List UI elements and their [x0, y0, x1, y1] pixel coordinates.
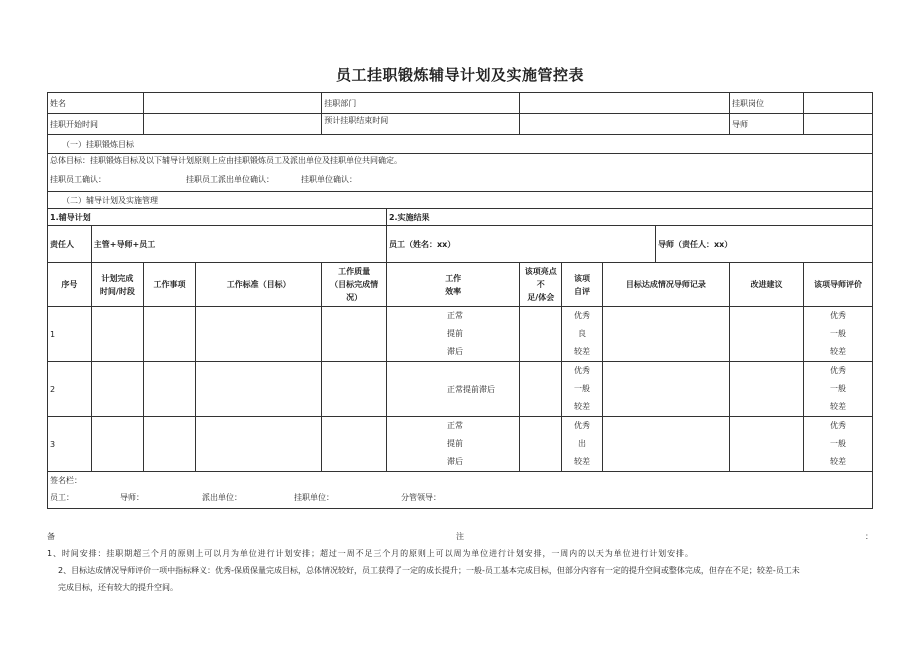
- impl-label: 2.实施结果: [386, 209, 872, 226]
- page-title: 员工挂职锻炼辅导计划及实施管控表: [335, 66, 584, 84]
- confirm-staff: 挂职员工确认：: [50, 175, 106, 184]
- col-item: 工作事项: [143, 263, 195, 307]
- col-self-eval: 该项 自评: [562, 263, 603, 307]
- col-mentor-eval: 该项导师评价: [804, 263, 873, 307]
- signature-block: [48, 472, 873, 509]
- row-seq: 3: [48, 417, 92, 472]
- col-highlight: 该项亮点不 足/体会: [520, 263, 562, 307]
- mentor-eval-options[interactable]: 优秀 一般 较差: [804, 417, 873, 472]
- row-seq: 1: [48, 307, 92, 362]
- end-label: 预计挂职结束时间: [322, 114, 520, 135]
- name-field[interactable]: [143, 93, 321, 114]
- mentor-eval-options[interactable]: 优秀 一般 较差: [804, 362, 873, 417]
- col-efficiency: 工作 效率: [386, 263, 519, 307]
- note-1: 1、时间安排：挂职期超三个月的原则上可以月为单位进行计划安排；超过一周不足三个月的原则上可以周为单位进行计划安排，一周内的以天为单位进行计划安排。: [47, 549, 694, 558]
- col-plan-time: 计划完成 时间/时段: [91, 263, 143, 307]
- self-eval-options[interactable]: 优秀 良 较差: [562, 307, 603, 362]
- section1-heading: （一）挂职锻炼目标: [48, 135, 873, 154]
- col-record: 目标达成情况导师记录: [602, 263, 729, 307]
- table-row: [48, 362, 873, 417]
- mentor-field[interactable]: [804, 114, 873, 135]
- efficiency-options[interactable]: 正常提前滞后: [386, 362, 519, 417]
- sign-mentor[interactable]: 导师：: [120, 493, 144, 502]
- responsible-value: 主管+导师+员工: [91, 226, 386, 263]
- sign-dispatch[interactable]: 派出单位：: [202, 493, 242, 502]
- confirm-host: 挂职单位确认：: [301, 175, 357, 184]
- sign-host[interactable]: 挂职单位：: [294, 493, 334, 502]
- section1-body: [48, 154, 873, 192]
- confirm-dispatch: 挂职员工派出单位确认：: [186, 175, 274, 184]
- signature-heading: 签名栏：: [50, 476, 82, 485]
- note-2: 2、目标达成情况导师评价一项中指标释义：优秀-保质保量完成目标，总体情况较好，员工获得了一定的成长提升；一般-员工基本完成目标，但部分内容有一定的提升空间或整体完成，但存在不足；较差-员工未: [58, 566, 800, 575]
- row-seq: 2: [48, 362, 92, 417]
- end-field[interactable]: [520, 114, 730, 135]
- mentor-eval-options[interactable]: 优秀 一般 较差: [804, 307, 873, 362]
- note-3: 完成目标，还有较大的提升空间。: [58, 583, 178, 592]
- efficiency-options[interactable]: 正常 提前 滞后: [386, 417, 519, 472]
- start-label: 挂职开始时间: [48, 114, 144, 135]
- table-row: [48, 417, 873, 472]
- self-eval-options[interactable]: 优秀 出 较差: [562, 417, 603, 472]
- name-label: 姓名: [48, 93, 144, 114]
- overall-goal: 总体目标：挂职锻炼目标及以下辅导计划原则上应由挂职锻炼员工及派出单位及挂职单位共同确定。: [50, 156, 402, 165]
- mentor-resp-label: 导师（责任人：xx）: [655, 226, 872, 263]
- section2-heading: （二）辅导计划及实施管理: [48, 192, 873, 209]
- post-field[interactable]: [804, 93, 873, 114]
- employee-label: 员工（姓名：xx）: [386, 226, 655, 263]
- col-standard: 工作标准（目标）: [196, 263, 322, 307]
- plan-label: 1.辅导计划: [48, 209, 387, 226]
- self-eval-options[interactable]: 优秀 一般 较差: [562, 362, 603, 417]
- notes-block: [47, 528, 873, 596]
- dept-label: 挂职部门: [322, 93, 520, 114]
- post-label: 挂职岗位: [730, 93, 804, 114]
- col-seq: 序号: [48, 263, 92, 307]
- control-table: [47, 92, 873, 509]
- table-row: [48, 307, 873, 362]
- mentor-label: 导师: [730, 114, 804, 135]
- responsible-label: 责任人: [48, 226, 92, 263]
- sign-leader[interactable]: 分管领导：: [401, 493, 441, 502]
- start-field[interactable]: [143, 114, 321, 135]
- col-suggest: 改进建议: [730, 263, 804, 307]
- notes-heading: 备 注 ：: [47, 532, 873, 541]
- dept-field[interactable]: [520, 93, 730, 114]
- efficiency-options[interactable]: 正常 提前 滞后: [386, 307, 519, 362]
- sign-employee[interactable]: 员工：: [50, 493, 74, 502]
- col-quality: 工作质量 （目标完成情况）: [322, 263, 387, 307]
